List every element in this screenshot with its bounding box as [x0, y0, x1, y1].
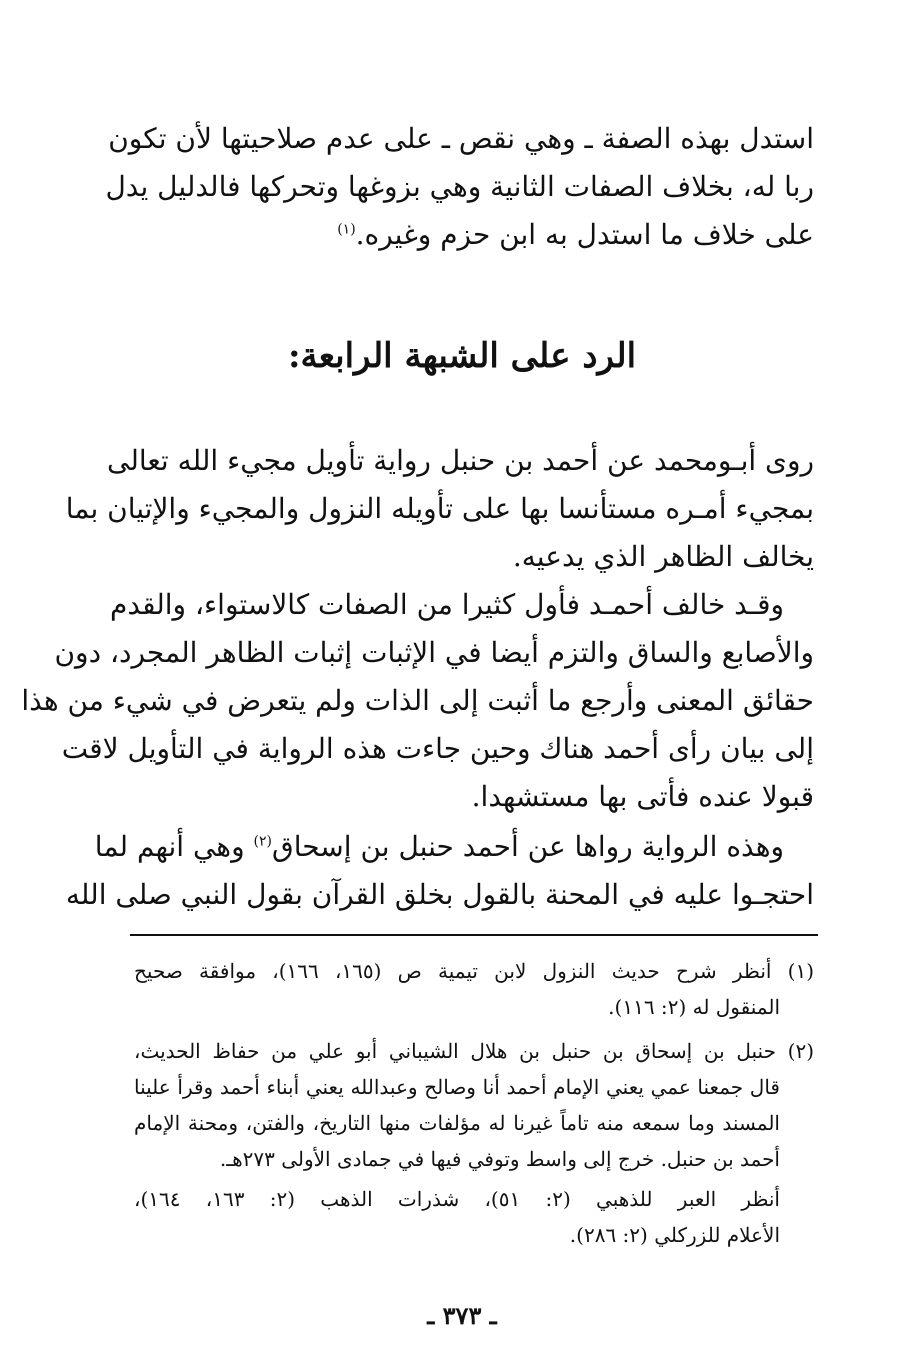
- footnote-1-line-1: (١) أنظر شرح حديث النزول لابن تيمية ص (١٦٥، ١٦٦)، موافقة صحيح: [134, 959, 815, 983]
- page-number: ـ ٣٧٣ ـ: [427, 1301, 497, 1330]
- paragraph-3-line-2: والأصابع والساق والتزم أيضا في الإثبات إثبات الظاهر المجرد، دون: [54, 636, 814, 669]
- footnote-1-line-2: المنقول له (٢: ١١٦).: [608, 995, 780, 1019]
- paragraph-4-line-1-before: وهذه الرواية رواها عن أحمد حنبل بن إسحاق: [271, 830, 784, 863]
- footnote-2-line-5: أنظر العبر للذهبي (٢: ٥١)، شذرات الذهب (٢: ١٦٣، ١٦٤)،: [134, 1187, 780, 1211]
- section-heading: الرد على الشبهة الرابعة:: [287, 336, 637, 376]
- footnote-2-line-1: (٢) حنبل بن إسحاق بن حنبل بن هلال الشيباني أبو علي من حفاظ الحديث،: [134, 1039, 814, 1063]
- paragraph-4-line-2: احتجـوا عليه في المحنة بالقول بخلق القرآن بقول النبي صلى الله: [65, 878, 814, 911]
- footnote-ref-2: (٢): [253, 833, 272, 850]
- paragraph-4-line-1-after: وهي أنهم لما: [94, 830, 254, 863]
- paragraph-2-line-2: بمجيء أمـره مستأنسا بها على تأويله النزول والمجيء والإتيان بما: [65, 492, 814, 525]
- footnote-separator: [130, 934, 818, 936]
- paragraph-3-line-5: قبولا عنده فأتى بها مستشهدا.: [471, 780, 814, 813]
- paragraph-top-line-3: [134, 214, 814, 258]
- paragraph-3-line-1: وقـد خالف أحمـد فأول كثيرا من الصفات كالاستواء، والقدم: [110, 588, 784, 621]
- paragraph-2-line-3: يخالف الظاهر الذي يدعيه.: [512, 540, 814, 573]
- paragraph-2-line-1: روى أبـومحمد عن أحمد بن حنبل رواية تأويل مجيء الله تعالى: [106, 444, 814, 477]
- footnote-ref-1: (١): [337, 221, 356, 238]
- paragraph-top-line-3-text: على خلاف ما استدل به ابن حزم وغيره.: [355, 218, 814, 251]
- footnote-2-line-6: الأعلام للزركلي (٢: ٢٨٦).: [569, 1223, 780, 1247]
- paragraph-3-line-3: حقائق المعنى وأرجع ما أثبت إلى الذات ولم يتعرض في شيء من هذا: [21, 684, 814, 717]
- paragraph-top-line-2: ربا له، بخلاف الصفات الثانية وهي بزوغها وتحركها فالدليل يدل: [105, 170, 814, 203]
- paragraph-4-line-1: [94, 826, 784, 870]
- footnote-2-line-2: قال جمعنا عمي يعني الإمام أحمد أنا وصالح وعبدالله يعني أبناء أحمد وقرأ علينا: [134, 1075, 780, 1099]
- paragraph-3-line-4: إلى بيان رأى أحمد هناك وحين جاءت هذه الرواية في التأويل لاقت: [61, 732, 814, 765]
- footnote-2-line-3: المسند وما سمعه منه تاماً غيرنا له مؤلفات منها التاريخ، والفتن، ومحنة الإمام: [134, 1111, 780, 1135]
- footnote-2-line-4: أحمد بن حنبل. خرج إلى واسط وتوفي فيها في جمادى الأولى ٢٧٣هـ.: [219, 1147, 780, 1171]
- paragraph-top-line-1: استدل بهذه الصفة ـ وهي نقص ـ على عدم صلاحيتها لأن تكون: [108, 122, 814, 155]
